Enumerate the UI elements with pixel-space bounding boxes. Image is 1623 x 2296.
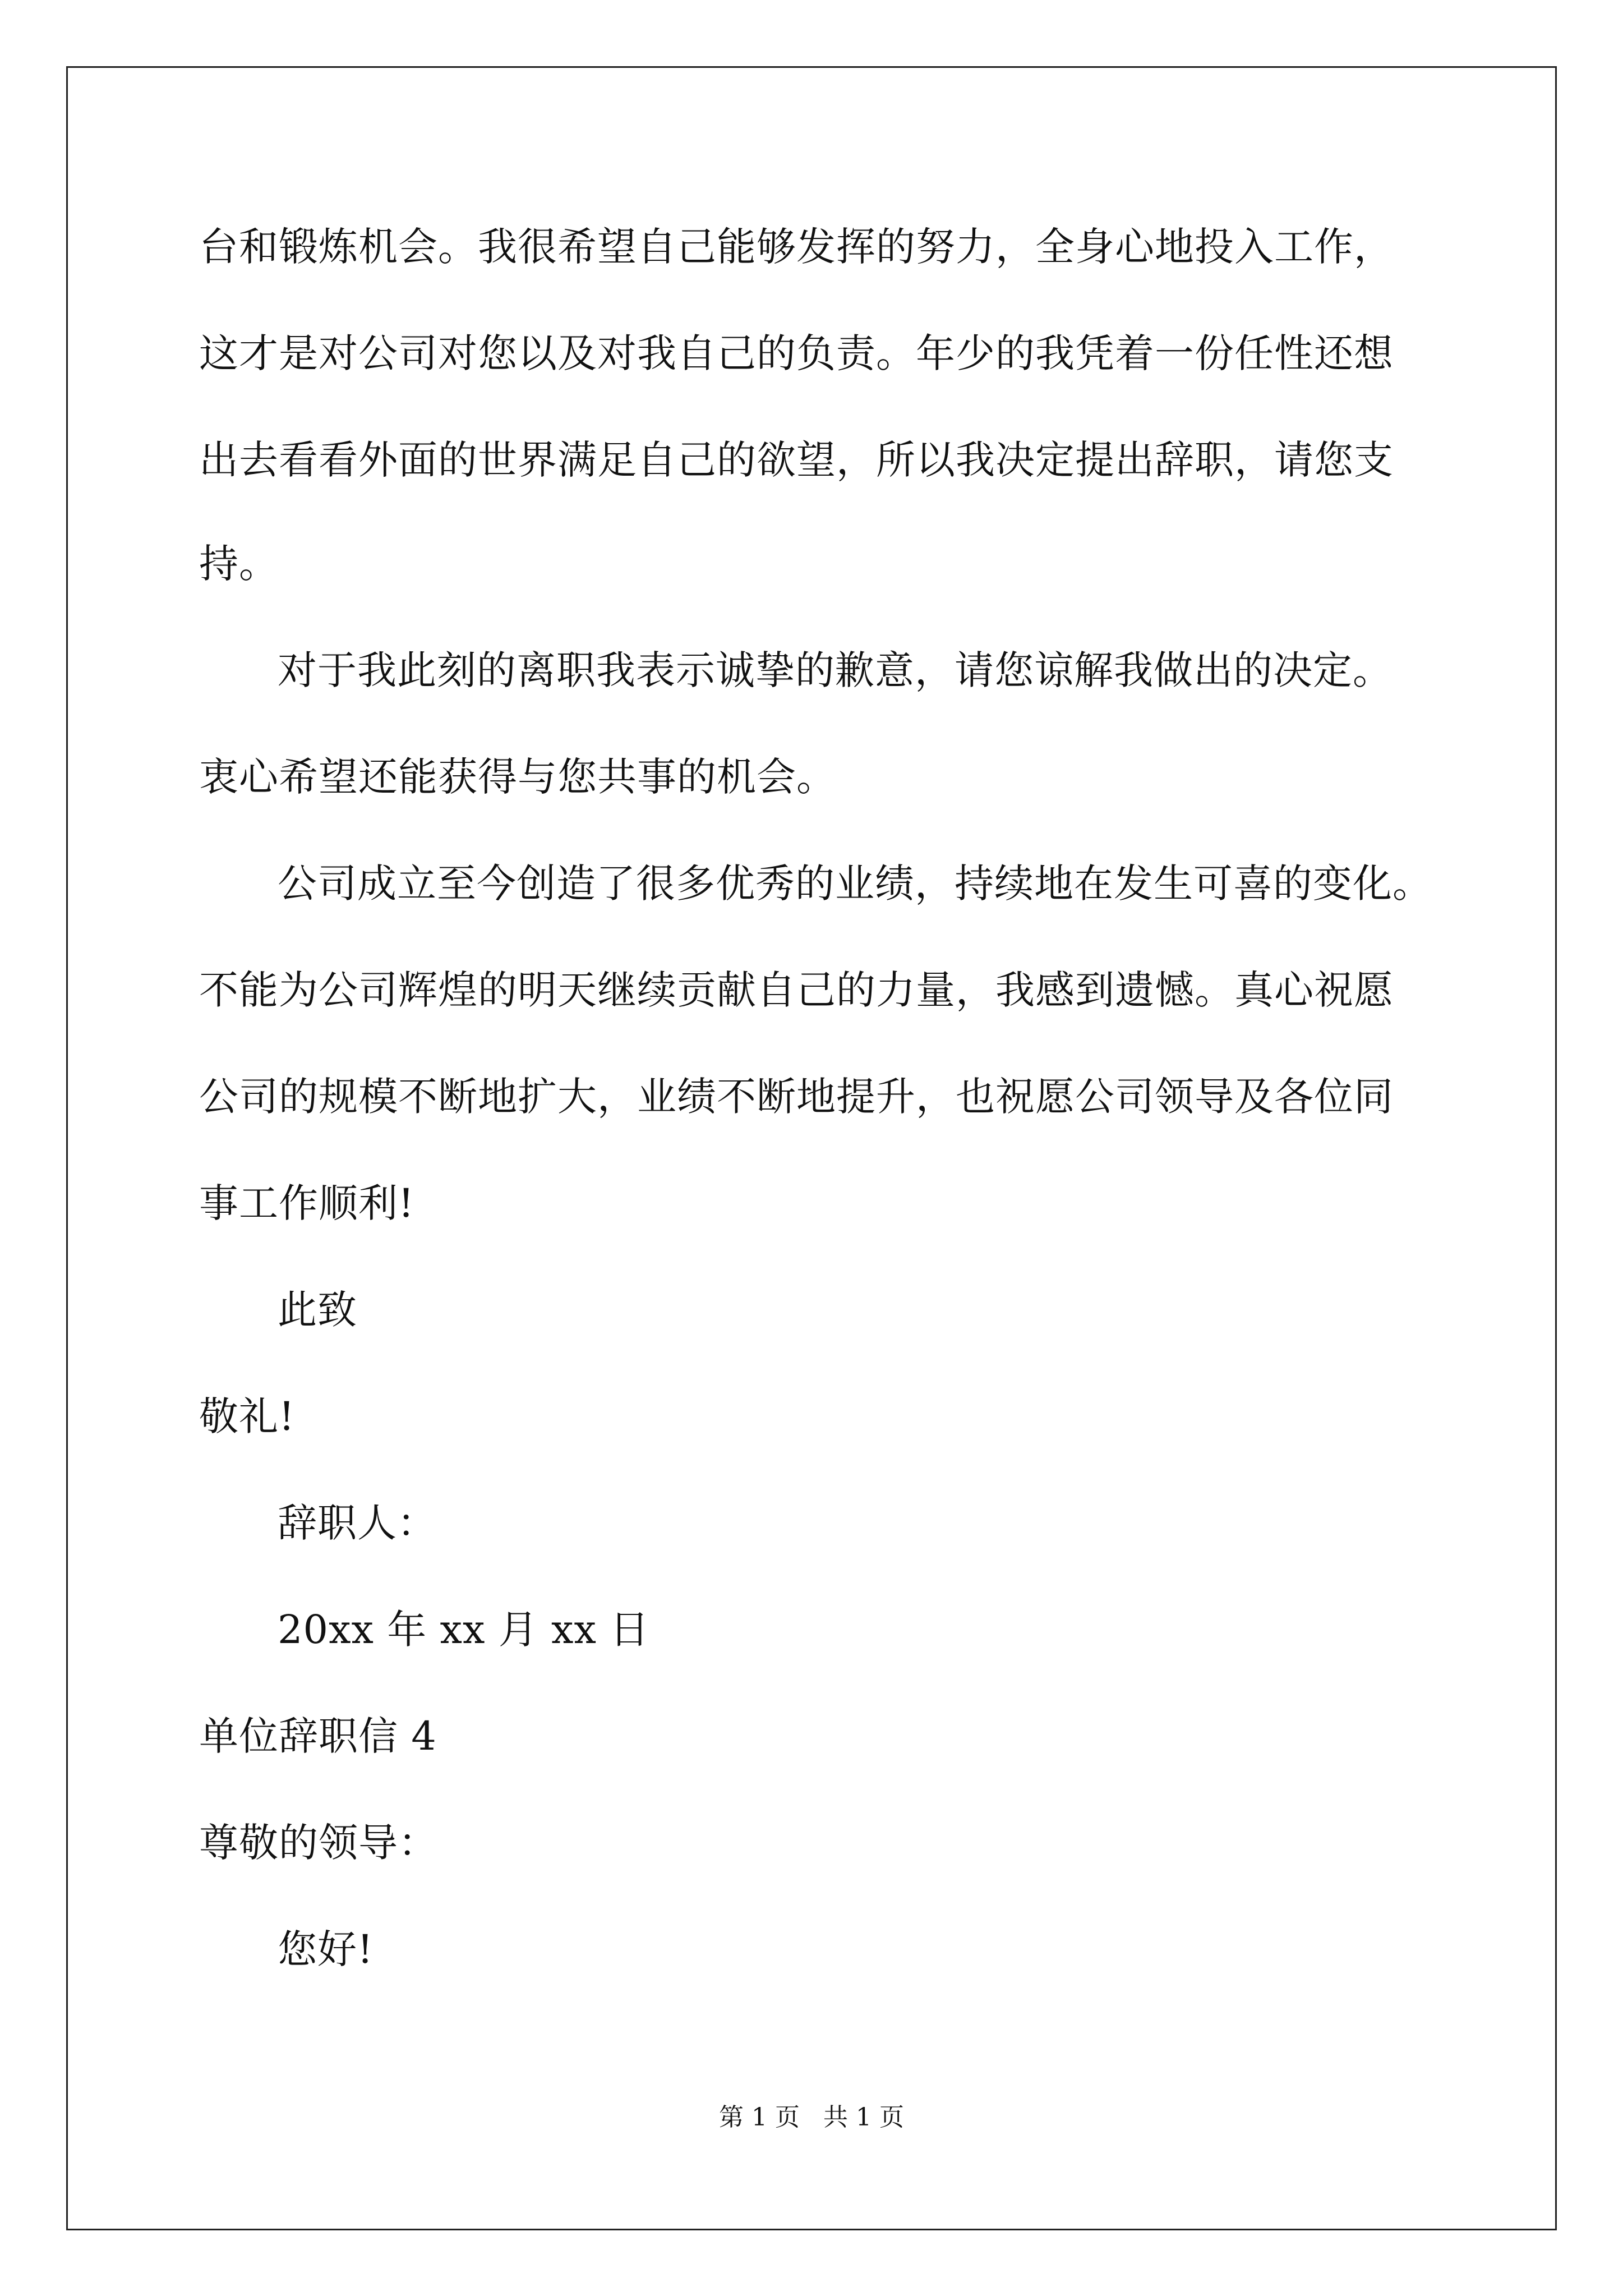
body-line-9: 公司的规模不断地扩大，业绩不断地提升，也祝愿公司领导及各位同 <box>199 1074 1394 1120</box>
body-line-6: 衷心希望还能获得与您共事的机会。 <box>199 754 836 800</box>
closing-regards: 敬礼! <box>199 1393 296 1439</box>
body-line-8: 不能为公司辉煌的明天继续贡献自己的力量，我感到遗憾。真心祝愿 <box>199 967 1394 1013</box>
date-line: 20xx 年 xx 月 xx 日 <box>278 1607 650 1653</box>
body-line-1: 台和锻炼机会。我很希望自己能够发挥的努力，全身心地投入工作， <box>199 224 1394 270</box>
page-border <box>66 66 1557 2230</box>
greeting-hello: 您好! <box>278 1926 374 1972</box>
body-line-4: 持。 <box>199 541 279 587</box>
body-line-5: 对于我此刻的离职我表示诚挚的歉意，请您谅解我做出的决定。 <box>278 647 1393 693</box>
section-heading: 单位辞职信 4 <box>199 1713 437 1759</box>
signature-label: 辞职人： <box>278 1500 437 1546</box>
closing-salutation: 此致 <box>278 1287 357 1333</box>
body-line-2: 这才是对公司对您以及对我自己的负责。年少的我凭着一份任性还想 <box>199 330 1394 376</box>
greeting-recipient: 尊敬的领导： <box>199 1820 438 1866</box>
body-line-7: 公司成立至今创造了很多优秀的业绩，持续地在发生可喜的变化。 <box>278 861 1432 907</box>
body-line-10: 事工作顺利! <box>199 1180 415 1226</box>
page-footer: 第 1 页 共 1 页 <box>719 2103 904 2132</box>
body-line-3: 出去看看外面的世界满足自己的欲望，所以我决定提出辞职，请您支 <box>199 437 1394 483</box>
